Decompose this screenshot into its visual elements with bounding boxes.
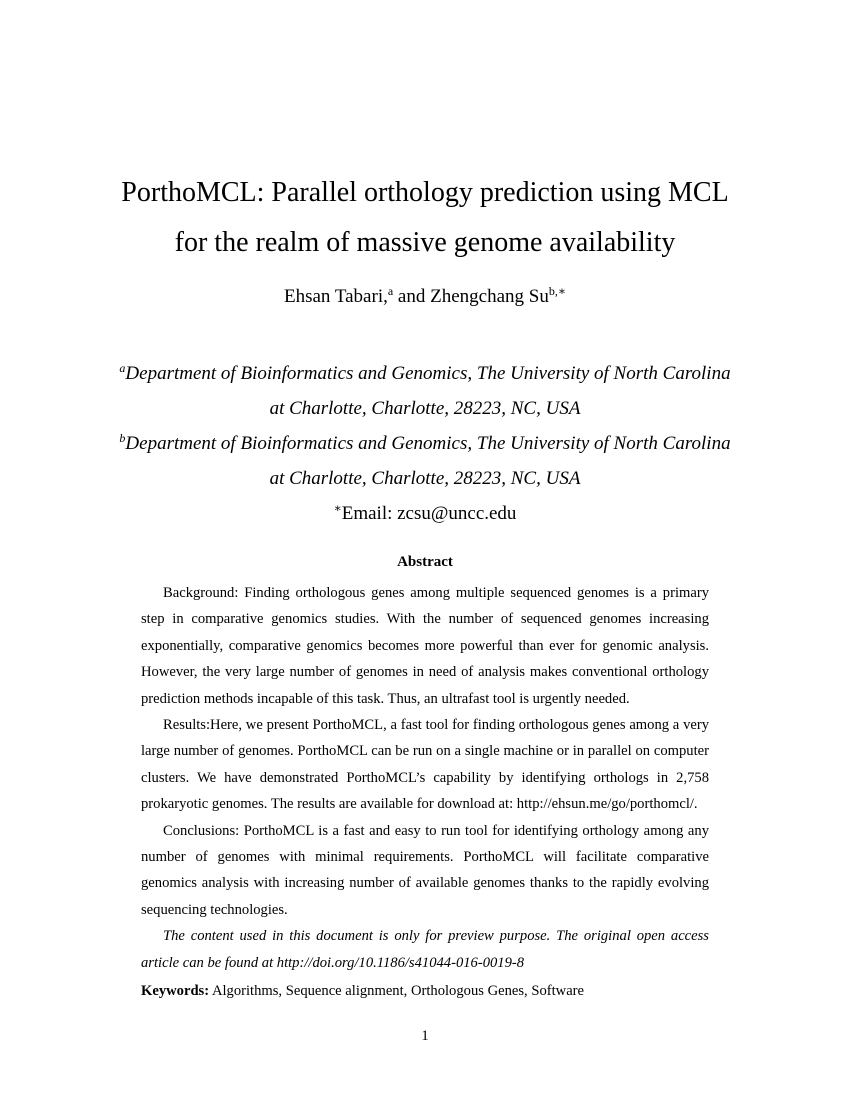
affiliation-line: at Charlotte, Charlotte, 28223, NC, USA <box>269 398 581 419</box>
affiliation-mark: a <box>119 361 126 375</box>
affiliation-line: $^a$Department of Bioinformatics and Genomics, The University of North Carolina <box>119 361 731 384</box>
author-connector: and <box>393 286 431 307</box>
author-name: Zhengchang Su <box>430 286 549 307</box>
affiliations <box>0 356 850 531</box>
abstract-results: Results:Here, we present PorthoMCL, a fast tool for finding orthologous genes among a very large number of genomes. PorthoMCL can be run on a single machine or in parallel on computer clusters. We have demonstrated PorthoMCL’s capability by identifying orthologs in 2,758 prokaryotic genomes. The results are available for download at: http://ehsun.me/go/porthomcl/. <box>141 717 709 813</box>
affiliation-line: $^b$Department of Bioinformatics and Genomics, The University of North Carolina <box>119 431 731 454</box>
paper-title <box>0 168 850 268</box>
keywords-text: Algorithms, Sequence alignment, Orthologous Genes, Software <box>209 983 585 1000</box>
keywords-label: Keywords: <box>141 983 210 1000</box>
corresponding-email: ∗Email: zcsu@uncc.edu <box>333 501 517 524</box>
email-mark: ∗ <box>333 501 342 515</box>
preview-note: The content used in this document is only for preview purpose. The original open access article can be found at http://doi.org/10.1186/s41044-016-0019-8 <box>141 928 709 971</box>
title-line-2: for the realm of massive genome availability <box>174 227 676 258</box>
affiliation-mark: b <box>119 431 126 445</box>
affiliation-line: at Charlotte, Charlotte, 28223, NC, USA <box>269 468 581 489</box>
title-line-1: PorthoMCL: Parallel orthology prediction using MCL <box>121 177 729 208</box>
author-name: Ehsan Tabari, <box>284 286 388 307</box>
author-list <box>0 283 850 311</box>
author-affiliation-mark: b,∗ <box>548 284 566 298</box>
author-affiliation-mark: a <box>387 284 394 298</box>
page-number: 1 <box>421 1028 429 1044</box>
keywords-line <box>141 978 709 1004</box>
abstract-heading: Abstract <box>397 554 453 570</box>
abstract-conclusions: Conclusions: PorthoMCL is a fast and easy to run tool for identifying orthology among any number of genomes with minimal requirements. PorthoMCL will facilitate comparative genomics analysis with increasing number of available genomes thanks to the rapidly evolving sequencing technologies. <box>141 822 709 918</box>
abstract-body <box>141 580 709 1005</box>
abstract-background: Background: Finding orthologous genes among multiple sequenced genomes is a primary step in comparative genomics studies. With the number of sequenced genomes increasing exponentially, comparative genomics becomes more powerful than ever for genomic analysis. However, the very large number of genomes in need of analysis makes conventional orthology prediction methods incapable of this task. Thus, an ultrafast tool is urgently needed. <box>141 585 709 707</box>
